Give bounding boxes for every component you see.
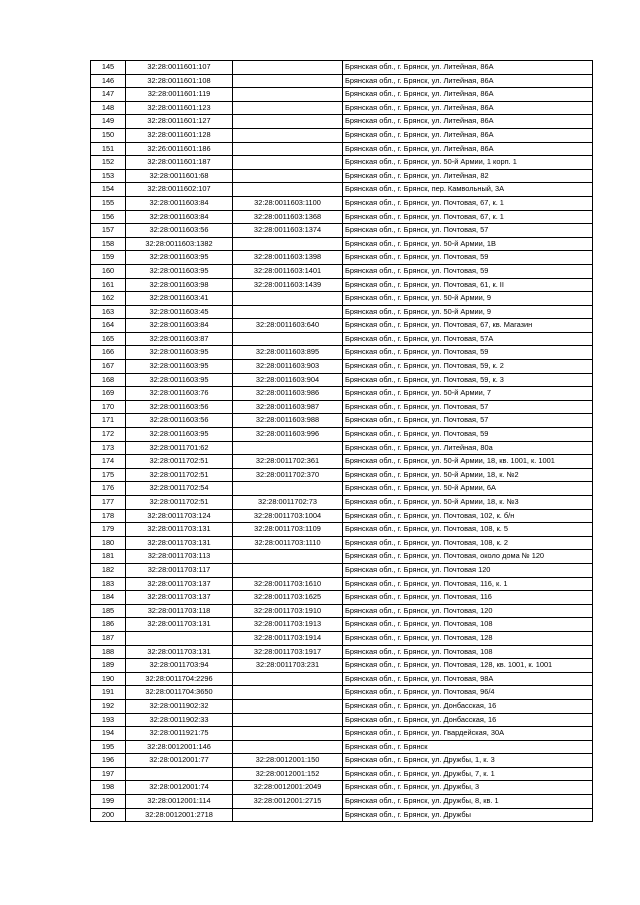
address-cell: Брянская обл., г. Брянск, ул. Почтовая, 57 (343, 414, 593, 428)
land-cadastral-number-cell: 32:28:0011603:45 (126, 305, 233, 319)
table-row (91, 618, 593, 632)
row-number-cell: 160 (91, 264, 126, 278)
table-row (91, 74, 593, 88)
land-cadastral-number-cell: 32:28:0011603:84 (126, 196, 233, 210)
row-number-cell: 197 (91, 767, 126, 781)
table-row (91, 346, 593, 360)
row-number-cell: 179 (91, 523, 126, 537)
land-cadastral-number-cell: 32:28:0011704:3650 (126, 686, 233, 700)
table-row (91, 169, 593, 183)
land-cadastral-number-cell: 32:28:0011704:2296 (126, 672, 233, 686)
row-number-cell: 194 (91, 727, 126, 741)
address-cell: Брянская обл., г. Брянск, ул. Почтовая, 120 (343, 604, 593, 618)
land-cadastral-number-cell: 32:28:0011603:87 (126, 332, 233, 346)
row-number-cell: 176 (91, 482, 126, 496)
address-cell: Брянская обл., г. Брянск, ул. Почтовая, 128, кв. 1001, к. 1001 (343, 659, 593, 673)
row-number-cell: 184 (91, 591, 126, 605)
address-cell: Брянская обл., г. Брянск, ул. Литейная, 82 (343, 169, 593, 183)
building-cadastral-number-cell (233, 292, 343, 306)
table-row (91, 604, 593, 618)
building-cadastral-number-cell: 32:28:0011703:1917 (233, 645, 343, 659)
table-row (91, 128, 593, 142)
address-cell: Брянская обл., г. Брянск, ул. Почтовая, 108, к. 2 (343, 536, 593, 550)
row-number-cell: 170 (91, 400, 126, 414)
row-number-cell: 199 (91, 795, 126, 809)
building-cadastral-number-cell (233, 441, 343, 455)
table-row (91, 686, 593, 700)
row-number-cell: 178 (91, 509, 126, 523)
land-cadastral-number-cell: 32:28:0011601:123 (126, 101, 233, 115)
land-cadastral-number-cell (126, 767, 233, 781)
land-cadastral-number-cell: 32:28:0011603:95 (126, 264, 233, 278)
address-cell: Брянская обл., г. Брянск, ул. 50-й Армии, 18, к. №2 (343, 468, 593, 482)
land-cadastral-number-cell: 32:28:0012001:2718 (126, 808, 233, 822)
table-row (91, 292, 593, 306)
row-number-cell: 200 (91, 808, 126, 822)
building-cadastral-number-cell (233, 142, 343, 156)
row-number-cell: 165 (91, 332, 126, 346)
building-cadastral-number-cell: 32:28:0011703:1913 (233, 618, 343, 632)
building-cadastral-number-cell: 32:28:0011603:996 (233, 428, 343, 442)
address-cell: Брянская обл., г. Брянск, ул. Дружбы, 3 (343, 781, 593, 795)
address-cell: Брянская обл., г. Брянск, ул. Литейная, 86А (343, 101, 593, 115)
table-row (91, 482, 593, 496)
row-number-cell: 148 (91, 101, 126, 115)
address-cell: Брянская обл., г. Брянск, ул. Почтовая, 57А (343, 332, 593, 346)
land-cadastral-number-cell: 32:28:0011703:117 (126, 563, 233, 577)
table-row (91, 727, 593, 741)
address-cell: Брянская обл., г. Брянск, ул. Почтовая, 59 (343, 251, 593, 265)
table-row (91, 441, 593, 455)
land-cadastral-number-cell: 32:28:0012001:77 (126, 754, 233, 768)
row-number-cell: 151 (91, 142, 126, 156)
table-row (91, 808, 593, 822)
land-cadastral-number-cell: 32:28:0011703:118 (126, 604, 233, 618)
table-body (91, 61, 593, 822)
building-cadastral-number-cell: 32:28:0011603:903 (233, 360, 343, 374)
building-cadastral-number-cell (233, 672, 343, 686)
building-cadastral-number-cell: 32:28:0012001:152 (233, 767, 343, 781)
building-cadastral-number-cell: 32:28:0011603:1439 (233, 278, 343, 292)
address-cell: Брянская обл., г. Брянск, ул. 50-й Армии, 18, кв. 1001, к. 1001 (343, 455, 593, 469)
address-cell: Брянская обл., г. Брянск, ул. 50-й Армии, 9 (343, 305, 593, 319)
land-cadastral-number-cell: 32:28:0012001:146 (126, 740, 233, 754)
address-cell: Брянская обл., г. Брянск, ул. 50-й Армии, 9 (343, 292, 593, 306)
land-cadastral-number-cell: 32:28:0011603:95 (126, 373, 233, 387)
building-cadastral-number-cell: 32:28:0011603:988 (233, 414, 343, 428)
address-cell: Брянская обл., г. Брянск, ул. Литейная, 86А (343, 88, 593, 102)
address-cell: Брянская обл., г. Брянск, ул. Гвардейская, 30А (343, 727, 593, 741)
building-cadastral-number-cell (233, 550, 343, 564)
land-cadastral-number-cell: 32:28:0011601:127 (126, 115, 233, 129)
building-cadastral-number-cell: 32:28:0011603:895 (233, 346, 343, 360)
land-cadastral-number-cell: 32:28:0011601:187 (126, 156, 233, 170)
address-cell: Брянская обл., г. Брянск, ул. Донбасская, 16 (343, 699, 593, 713)
address-cell: Брянская обл., г. Брянск, ул. Дружбы (343, 808, 593, 822)
address-cell: Брянская обл., г. Брянск, ул. Почтовая, 108 (343, 618, 593, 632)
building-cadastral-number-cell: 32:28:0011702:73 (233, 496, 343, 510)
row-number-cell: 196 (91, 754, 126, 768)
address-cell: Брянская обл., г. Брянск, ул. Литейная, 86А (343, 128, 593, 142)
address-cell: Брянская обл., г. Брянск, ул. Литейная, 86А (343, 142, 593, 156)
row-number-cell: 182 (91, 563, 126, 577)
building-cadastral-number-cell: 32:28:0012001:2049 (233, 781, 343, 795)
building-cadastral-number-cell: 32:28:0011603:1398 (233, 251, 343, 265)
table-row (91, 536, 593, 550)
address-cell: Брянская обл., г. Брянск, ул. Дружбы, 1, к. 3 (343, 754, 593, 768)
row-number-cell: 147 (91, 88, 126, 102)
land-cadastral-number-cell: 32:28:0011921:75 (126, 727, 233, 741)
row-number-cell: 158 (91, 237, 126, 251)
land-cadastral-number-cell: 32:28:0011703:131 (126, 618, 233, 632)
address-cell: Брянская обл., г. Брянск, ул. 50-й Армии, 1В (343, 237, 593, 251)
table-row (91, 387, 593, 401)
table-row (91, 455, 593, 469)
land-cadastral-number-cell: 32:28:0011603:84 (126, 210, 233, 224)
land-cadastral-number-cell (126, 631, 233, 645)
table-row (91, 278, 593, 292)
table-row (91, 645, 593, 659)
row-number-cell: 177 (91, 496, 126, 510)
land-cadastral-number-cell: 32:28:0011603:76 (126, 387, 233, 401)
row-number-cell: 145 (91, 61, 126, 75)
table-row (91, 319, 593, 333)
address-cell: Брянская обл., г. Брянск, ул. Почтовая, 108 (343, 645, 593, 659)
row-number-cell: 156 (91, 210, 126, 224)
land-cadastral-number-cell: 32:28:0012001:74 (126, 781, 233, 795)
land-cadastral-number-cell: 32:28:0011703:113 (126, 550, 233, 564)
address-cell: Брянская обл., г. Брянск, ул. Почтовая, около дома № 120 (343, 550, 593, 564)
address-cell: Брянская обл., г. Брянск, ул. Почтовая, 98А (343, 672, 593, 686)
address-cell: Брянская обл., г. Брянск, ул. Почтовая, 59 (343, 346, 593, 360)
building-cadastral-number-cell (233, 808, 343, 822)
land-cadastral-number-cell: 32:28:0011702:54 (126, 482, 233, 496)
row-number-cell: 183 (91, 577, 126, 591)
table-row (91, 183, 593, 197)
building-cadastral-number-cell: 32:28:0011603:1374 (233, 224, 343, 238)
address-cell: Брянская обл., г. Брянск, ул. Литейная, 80а (343, 441, 593, 455)
address-cell: Брянская обл., г. Брянск, ул. Дружбы, 8, кв. 1 (343, 795, 593, 809)
row-number-cell: 169 (91, 387, 126, 401)
building-cadastral-number-cell (233, 156, 343, 170)
row-number-cell: 157 (91, 224, 126, 238)
land-cadastral-number-cell: 32:28:0011601:107 (126, 61, 233, 75)
land-cadastral-number-cell: 32:28:0011703:131 (126, 536, 233, 550)
land-cadastral-number-cell: 32:28:0011603:95 (126, 346, 233, 360)
building-cadastral-number-cell: 32:28:0011703:1004 (233, 509, 343, 523)
building-cadastral-number-cell: 32:28:0011603:1368 (233, 210, 343, 224)
table-row (91, 591, 593, 605)
building-cadastral-number-cell (233, 305, 343, 319)
land-cadastral-number-cell: 32:28:0011703:124 (126, 509, 233, 523)
land-cadastral-number-cell: 32:28:0011603:41 (126, 292, 233, 306)
table-row (91, 468, 593, 482)
building-cadastral-number-cell: 32:28:0011703:1110 (233, 536, 343, 550)
building-cadastral-number-cell: 32:28:0011603:904 (233, 373, 343, 387)
land-cadastral-number-cell: 32:28:0011603:95 (126, 251, 233, 265)
land-cadastral-number-cell: 32:28:0011703:131 (126, 645, 233, 659)
address-cell: Брянская обл., г. Брянск, ул. Донбасская, 16 (343, 713, 593, 727)
address-cell: Брянская обл., г. Брянск, ул. Почтовая, 67, к. 1 (343, 210, 593, 224)
land-cadastral-number-cell: 32:28:0011602:107 (126, 183, 233, 197)
row-number-cell: 180 (91, 536, 126, 550)
building-cadastral-number-cell (233, 713, 343, 727)
table-row (91, 659, 593, 673)
building-cadastral-number-cell (233, 686, 343, 700)
land-cadastral-number-cell: 32:28:0011603:98 (126, 278, 233, 292)
address-cell: Брянская обл., г. Брянск, ул. Почтовая, 108, к. 5 (343, 523, 593, 537)
row-number-cell: 159 (91, 251, 126, 265)
table-row (91, 264, 593, 278)
address-cell: Брянская обл., г. Брянск, ул. Почтовая, 128 (343, 631, 593, 645)
address-cell: Брянская обл., г. Брянск, ул. 50-й Армии, 7 (343, 387, 593, 401)
building-cadastral-number-cell (233, 482, 343, 496)
address-cell: Брянская обл., г. Брянск, пер. Камвольный, 3А (343, 183, 593, 197)
table-row (91, 428, 593, 442)
row-number-cell: 166 (91, 346, 126, 360)
row-number-cell: 146 (91, 74, 126, 88)
row-number-cell: 188 (91, 645, 126, 659)
building-cadastral-number-cell (233, 740, 343, 754)
address-cell: Брянская обл., г. Брянск (343, 740, 593, 754)
building-cadastral-number-cell: 32:28:0011703:231 (233, 659, 343, 673)
address-cell: Брянская обл., г. Брянск, ул. Почтовая, 116 (343, 591, 593, 605)
row-number-cell: 168 (91, 373, 126, 387)
building-cadastral-number-cell: 32:28:0011702:370 (233, 468, 343, 482)
row-number-cell: 186 (91, 618, 126, 632)
building-cadastral-number-cell: 32:28:0011603:1401 (233, 264, 343, 278)
table-row (91, 305, 593, 319)
row-number-cell: 191 (91, 686, 126, 700)
land-cadastral-number-cell: 32:28:0011603:1382 (126, 237, 233, 251)
property-table (90, 60, 593, 822)
land-cadastral-number-cell: 32:28:0011703:137 (126, 591, 233, 605)
row-number-cell: 154 (91, 183, 126, 197)
address-cell: Брянская обл., г. Брянск, ул. 50-й Армии, 6А (343, 482, 593, 496)
row-number-cell: 167 (91, 360, 126, 374)
row-number-cell: 163 (91, 305, 126, 319)
table-row (91, 196, 593, 210)
building-cadastral-number-cell (233, 88, 343, 102)
building-cadastral-number-cell: 32:28:0012001:150 (233, 754, 343, 768)
row-number-cell: 192 (91, 699, 126, 713)
row-number-cell: 185 (91, 604, 126, 618)
row-number-cell: 164 (91, 319, 126, 333)
table-row (91, 754, 593, 768)
row-number-cell: 150 (91, 128, 126, 142)
building-cadastral-number-cell (233, 332, 343, 346)
land-cadastral-number-cell: 32:28:0011603:95 (126, 428, 233, 442)
table-row (91, 88, 593, 102)
building-cadastral-number-cell: 32:28:0011703:1625 (233, 591, 343, 605)
address-cell: Брянская обл., г. Брянск, ул. 50-й Армии, 18, к. №3 (343, 496, 593, 510)
land-cadastral-number-cell: 32:28:0011702:51 (126, 468, 233, 482)
table-row (91, 523, 593, 537)
land-cadastral-number-cell: 32:28:0011603:56 (126, 414, 233, 428)
table-row (91, 781, 593, 795)
table-row (91, 509, 593, 523)
land-cadastral-number-cell: 32:28:0011603:56 (126, 224, 233, 238)
building-cadastral-number-cell: 32:28:0011703:1914 (233, 631, 343, 645)
land-cadastral-number-cell: 32:28:0011701:62 (126, 441, 233, 455)
land-cadastral-number-cell: 32:28:0011601:119 (126, 88, 233, 102)
table-row (91, 210, 593, 224)
land-cadastral-number-cell: 32:28:0011601:68 (126, 169, 233, 183)
table-row (91, 237, 593, 251)
address-cell: Брянская обл., г. Брянск, ул. Литейная, 86А (343, 74, 593, 88)
row-number-cell: 155 (91, 196, 126, 210)
land-cadastral-number-cell: 32:28:0011702:51 (126, 455, 233, 469)
address-cell: Брянская обл., г. Брянск, ул. Почтовая, 59 (343, 428, 593, 442)
building-cadastral-number-cell: 32:28:0011703:1910 (233, 604, 343, 618)
table-row (91, 400, 593, 414)
address-cell: Брянская обл., г. Брянск, ул. Почтовая, 67, кв. Магазин (343, 319, 593, 333)
table-row (91, 496, 593, 510)
row-number-cell: 175 (91, 468, 126, 482)
land-cadastral-number-cell: 32:28:0011601:108 (126, 74, 233, 88)
land-cadastral-number-cell: 32:28:0011702:51 (126, 496, 233, 510)
table-row (91, 360, 593, 374)
building-cadastral-number-cell: 32:28:0011603:987 (233, 400, 343, 414)
row-number-cell: 171 (91, 414, 126, 428)
building-cadastral-number-cell (233, 169, 343, 183)
table-row (91, 373, 593, 387)
building-cadastral-number-cell: 32:28:0012001:2715 (233, 795, 343, 809)
table-row (91, 713, 593, 727)
address-cell: Брянская обл., г. Брянск, ул. Почтовая 120 (343, 563, 593, 577)
table-row (91, 414, 593, 428)
address-cell: Брянская обл., г. Брянск, ул. Почтовая, 59, к. 3 (343, 373, 593, 387)
land-cadastral-number-cell: 32:28:0011601:128 (126, 128, 233, 142)
building-cadastral-number-cell (233, 101, 343, 115)
building-cadastral-number-cell: 32:28:0011603:1100 (233, 196, 343, 210)
building-cadastral-number-cell (233, 115, 343, 129)
building-cadastral-number-cell: 32:28:0011603:640 (233, 319, 343, 333)
land-cadastral-number-cell: 32:28:0011902:33 (126, 713, 233, 727)
row-number-cell: 153 (91, 169, 126, 183)
address-cell: Брянская обл., г. Брянск, ул. Почтовая, 59, к. 2 (343, 360, 593, 374)
address-cell: Брянская обл., г. Брянск, ул. Почтовая, 59 (343, 264, 593, 278)
row-number-cell: 187 (91, 631, 126, 645)
address-cell: Брянская обл., г. Брянск, ул. Литейная, 86А (343, 61, 593, 75)
address-cell: Брянская обл., г. Брянск, ул. Почтовая, 102, к. б/н (343, 509, 593, 523)
row-number-cell: 193 (91, 713, 126, 727)
building-cadastral-number-cell (233, 237, 343, 251)
building-cadastral-number-cell (233, 74, 343, 88)
land-cadastral-number-cell: 32:28:0012001:114 (126, 795, 233, 809)
land-cadastral-number-cell: 32:28:0011603:84 (126, 319, 233, 333)
address-cell: Брянская обл., г. Брянск, ул. Почтовая, 116, к. 1 (343, 577, 593, 591)
address-cell: Брянская обл., г. Брянск, ул. Почтовая, 61, к. II (343, 278, 593, 292)
table-row (91, 142, 593, 156)
table-row (91, 332, 593, 346)
land-cadastral-number-cell: 32:28:0011603:56 (126, 400, 233, 414)
table-row (91, 795, 593, 809)
land-cadastral-number-cell: 32:28:0011703:131 (126, 523, 233, 537)
address-cell: Брянская обл., г. Брянск, ул. Литейная, 86А (343, 115, 593, 129)
table-row (91, 740, 593, 754)
land-cadastral-number-cell: 32:28:0011703:137 (126, 577, 233, 591)
address-cell: Брянская обл., г. Брянск, ул. 50-й Армии, 1 корп. 1 (343, 156, 593, 170)
building-cadastral-number-cell (233, 183, 343, 197)
building-cadastral-number-cell: 32:28:0011703:1610 (233, 577, 343, 591)
row-number-cell: 149 (91, 115, 126, 129)
row-number-cell: 198 (91, 781, 126, 795)
land-cadastral-number-cell: 32:28:0011902:32 (126, 699, 233, 713)
table-row (91, 631, 593, 645)
row-number-cell: 195 (91, 740, 126, 754)
table-row (91, 115, 593, 129)
table-row (91, 672, 593, 686)
building-cadastral-number-cell (233, 563, 343, 577)
table-row (91, 563, 593, 577)
table-row (91, 156, 593, 170)
row-number-cell: 181 (91, 550, 126, 564)
row-number-cell: 189 (91, 659, 126, 673)
land-cadastral-number-cell: 32:28:0011603:95 (126, 360, 233, 374)
row-number-cell: 174 (91, 455, 126, 469)
building-cadastral-number-cell: 32:28:0011603:986 (233, 387, 343, 401)
table-row (91, 224, 593, 238)
building-cadastral-number-cell: 32:28:0011702:361 (233, 455, 343, 469)
building-cadastral-number-cell: 32:28:0011703:1109 (233, 523, 343, 537)
address-cell: Брянская обл., г. Брянск, ул. Дружбы, 7, к. 1 (343, 767, 593, 781)
table-row (91, 767, 593, 781)
address-cell: Брянская обл., г. Брянск, ул. Почтовая, 57 (343, 224, 593, 238)
row-number-cell: 152 (91, 156, 126, 170)
row-number-cell: 190 (91, 672, 126, 686)
building-cadastral-number-cell (233, 61, 343, 75)
land-cadastral-number-cell: 32:26:0011601:186 (126, 142, 233, 156)
row-number-cell: 172 (91, 428, 126, 442)
address-cell: Брянская обл., г. Брянск, ул. Почтовая, 67, к. 1 (343, 196, 593, 210)
table-row (91, 251, 593, 265)
table-row (91, 61, 593, 75)
row-number-cell: 173 (91, 441, 126, 455)
land-cadastral-number-cell: 32:28:0011703:94 (126, 659, 233, 673)
address-cell: Брянская обл., г. Брянск, ул. Почтовая, 57 (343, 400, 593, 414)
row-number-cell: 162 (91, 292, 126, 306)
table-row (91, 699, 593, 713)
table-row (91, 550, 593, 564)
building-cadastral-number-cell (233, 727, 343, 741)
table-row (91, 101, 593, 115)
table-row (91, 577, 593, 591)
building-cadastral-number-cell (233, 699, 343, 713)
row-number-cell: 161 (91, 278, 126, 292)
building-cadastral-number-cell (233, 128, 343, 142)
address-cell: Брянская обл., г. Брянск, ул. Почтовая, 96/4 (343, 686, 593, 700)
